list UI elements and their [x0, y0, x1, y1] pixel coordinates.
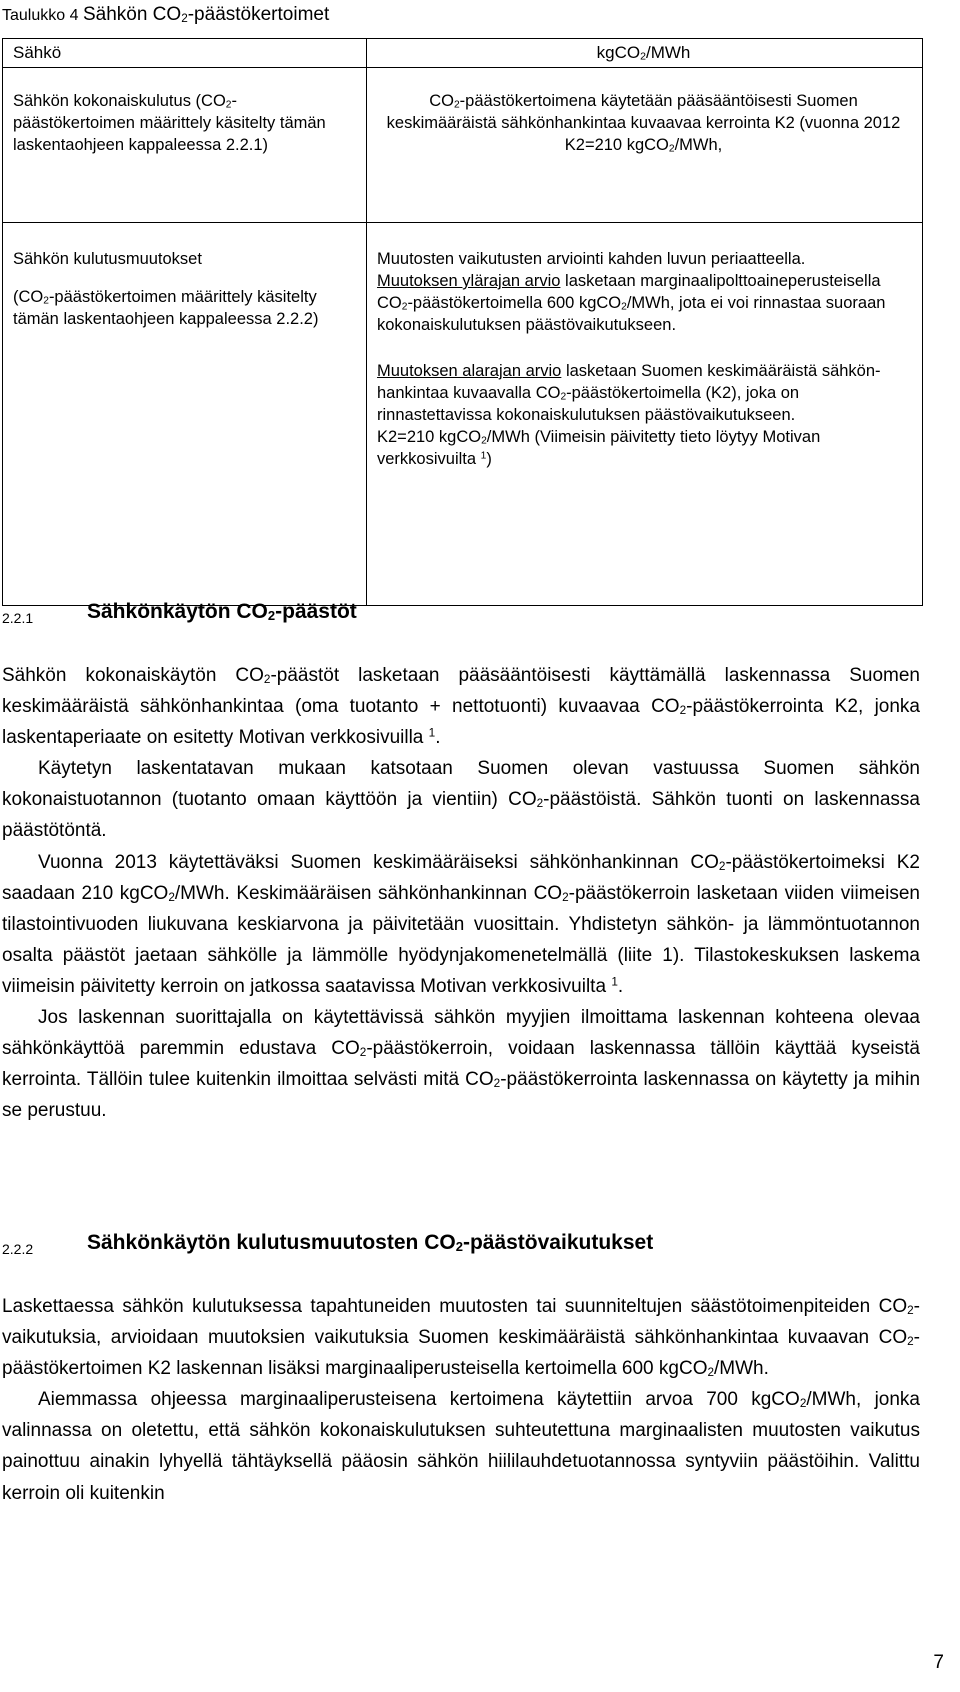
- k2-note-text: K2=210 kgCO$_2$/MWh (Viimeisin päivitetty tieto löytyy Motivan verkkosivuilta: [377, 428, 821, 468]
- table-caption: [2, 4, 329, 26]
- row2-label-note: ($CO_2$-päästökertoimen määrittely käsitelty tämän laskentaohjeen kappaleessa 2.2.2): [13, 288, 319, 328]
- footnote-ref: 1: [428, 726, 436, 740]
- paragraph-end: .: [435, 727, 441, 749]
- row1-label: Sähkön kokonaiskulutus ($CO_2$-päästökertoimen määrittely käsitelty tämän laskentaohjeen kappaleessa 2.2.1): [3, 68, 367, 223]
- upper-estimate-text: lasketaan marginaalipolttoaineperusteisella $CO_2$-päästökertoimella 600 kgCO$_2$/MWh, jota ei voi rinnastaa suoraan kokonaiskulutuksen päästövaikutukseen.: [377, 272, 886, 334]
- row2-lower-estimate: [377, 360, 910, 426]
- paragraph: Jos laskennan suorittajalla on käytettävissä sähkön myyjien ilmoittama laskennan kohteena olevaa sähkönkäyttöä paremmin edustava $CO_2$-päästökerroin, voidaan laskennassa tällöin käyttää kyseistä kerrointa. Tällöin tulee kuitenkin ilmoittaa selvästi mitä $CO_2$-päästökerrointa laskennassa on käytetty ja mihin se perustuu.: [2, 1007, 921, 1122]
- lower-estimate-label: Muutoksen alarajan arvio: [377, 362, 562, 380]
- caption-label: Taulukko 4: [2, 7, 79, 24]
- row2-description-cell: [367, 223, 923, 606]
- section-heading: [2, 600, 920, 638]
- row2-intro: Muutosten vaikutusten arviointi kahden luvun periaatteella.: [377, 250, 806, 268]
- row2-upper-estimate: [377, 270, 910, 336]
- section-heading: [2, 1231, 920, 1269]
- lower-estimate-text: lasketaan Suomen keskimääräistä sähkön-hankintaa kuvaavalla $CO_2$-päästökertoimella (K2), joka on rinnastettavissa kokonaiskulutuksen päästövaikutukseen.: [377, 362, 881, 424]
- row2-k2-note: [377, 426, 910, 470]
- paragraph: [2, 847, 920, 1002]
- upper-estimate-label: Muutoksen ylärajan arvio: [377, 272, 561, 290]
- footnote-ref: 1: [611, 975, 618, 989]
- paragraph-text: Vuonna 2013 käytettäväksi Suomen keskimääräiseksi sähkönhankinnan $CO_2$-päästökertoimeksi K2 saadaan 210 kgCO$_2$/MWh. Keskimääräisen sähkönhankinnan $CO_2$-päästökerroin lasketaan viiden viimeisen tilastointivuoden liukuvana keskiarvona ja päivitetään vuosittain. Yhdistetyn sähkön- ja lämmöntuotannon osalta päästöt jaetaan sähkölle ja lämmölle hyödynjakomenetelmällä (liite 1). Tilastokeskuksen laskema viimeisin päivitetty kerroin on jatkossa saatavissa Motivan verkkosivuilta: [2, 851, 920, 997]
- section-body: [2, 660, 920, 1126]
- section-body: [2, 1291, 920, 1509]
- paragraph: Laskettaessa sähkön kulutuksessa tapahtuneiden muutosten tai suunniteltujen säästötoimenpiteiden $CO_2$-vaikutuksia, arvioidaan muutoksien vaikutuksia Suomen keskimääräistä sähkönhankintaa kuvaavan $CO_2$-päästökertoimen K2 laskennan lisäksi marginaaliperusteisella kertoimella 600 kgCO$_2$/MWh.: [2, 1296, 920, 1380]
- paragraph-text: Sähkön kokonaiskäytön $CO_2$-päästöt lasketaan pääsääntöisesti käyttämällä laskennassa Suomen keskimääräistä sähkönhankintaa (oma tuotanto + nettotuonti) kuvaavaa $CO_2$-päästökerrointa K2, jonka laskentaperiaate on esitetty Motivan verkkosivuilla: [2, 665, 920, 749]
- row2-label-title: Sähkön kulutusmuutokset: [13, 250, 202, 268]
- section-2-2-2: [2, 1231, 920, 1509]
- page-number: 7: [933, 1652, 944, 1673]
- table-row-total-consumption: [3, 68, 923, 223]
- row2-label-cell: [3, 223, 367, 606]
- section-number: 2.2.2: [2, 1241, 34, 1257]
- table-row-consumption-changes: [3, 223, 923, 606]
- table-header-row: [3, 39, 923, 68]
- section-title: Sähkönkäytön $CO_2$-päästöt: [87, 600, 357, 623]
- paragraph: [2, 660, 920, 753]
- k2-note-end: ): [486, 450, 492, 468]
- k2-footnote-ref: 1: [480, 450, 487, 462]
- section-2-2-1: [2, 600, 920, 1126]
- paragraph: Aiemmassa ohjeessa marginaaliperusteisena kertoimena käytettiin arvoa 700 kgCO$_2$/MWh, jonka valinnassa on oletettu, että sähkön kokonaiskulutuksen suhteutettuna marginaalisten muutosten vaikutus painottuu ainakin lyhyellä tähtäyksellä pääosin sähkön hiililauhdetuotannossa syntyviin päästöihin. Valittu kerroin oli kuitenkin: [2, 1389, 920, 1504]
- caption-title: Sähkön $CO_2$-päästökertoimet: [82, 4, 330, 25]
- header-electricity: Sähkö: [3, 39, 367, 68]
- row1-description: $CO_2$-päästökertoimena käytetään pääsääntöisesti Suomen keskimääräistä sähkönhankintaa kuvaavaa kerrointa K2 (vuonna 2012 K2=210 kgCO$_2$/MWh,: [367, 68, 923, 223]
- paragraph: Käytetyn laskentatavan mukaan katsotaan Suomen olevan vastuussa Suomen sähkön kokonaistuotannon (tuotanto omaan käyttöön ja vientiin) $CO_2$-päästöistä. Sähkön tuonti on laskennassa päästötöntä.: [2, 758, 920, 842]
- section-title: Sähkönkäytön kulutusmuutosten $CO_2$-päästövaikutukset: [87, 1231, 654, 1254]
- section-number: 2.2.1: [2, 610, 34, 626]
- header-unit: kgCO$_2$/MWh: [367, 39, 923, 68]
- paragraph-end: .: [617, 975, 624, 997]
- emission-factor-table: [2, 38, 923, 606]
